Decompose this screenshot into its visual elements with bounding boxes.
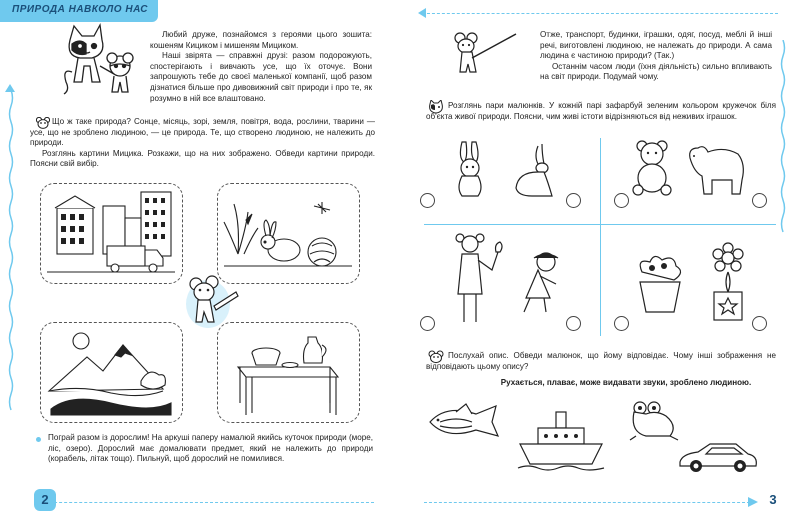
answer-circle[interactable] [420, 316, 435, 331]
hare-icon [508, 142, 564, 198]
wavy-border-decoration [8, 90, 14, 420]
right-intro-paragraph: Отже, транспорт, будинки, іграшки, одяг, посуд, меблі й інші речі, виготовлені людиною, не належать до природи. А сама людина є частиною природи? (Так.) [540, 30, 772, 61]
answer-circle[interactable] [614, 316, 629, 331]
arrow-up-icon [5, 84, 15, 92]
answer-circle[interactable] [566, 193, 581, 208]
toy-flower-in-box-icon [704, 242, 750, 322]
arrow-left-icon [418, 8, 426, 18]
picture-card-mountains-lake[interactable] [40, 322, 183, 423]
intro-paragraph: Любий друже, познайомся з героями цього зошита: кошеням Кициком і мишеням Мициком. [150, 30, 372, 50]
answer-circle[interactable] [752, 193, 767, 208]
bullet-icon [36, 437, 41, 442]
listen-task-paragraph: Послухай опис. Обведи малюнок, що йому відповідає. Чому інші зображення не відповідають цьому опису? [426, 351, 776, 371]
section-header: ПРИРОДА НАВКОЛО НАС [0, 0, 158, 22]
task-paragraph: Розглянь картини Мицика. Розкажи, що на них зображено. Обведи картини природи. Поясни свій вибір. [30, 148, 375, 169]
description-text: Рухається, плаває, може видавати звуки, зроблено людиною. [500, 378, 752, 387]
answer-circle[interactable] [752, 316, 767, 331]
answer-circle[interactable] [614, 193, 629, 208]
fish-icon [426, 402, 502, 442]
rag-doll-icon [516, 250, 566, 316]
arrow-right-icon [748, 497, 758, 507]
question-text [30, 117, 375, 170]
rabbit-and-cabbage-icon [218, 184, 358, 282]
intro-paragraph: Наші звірята — справжні друзі: разом подорожують, спостерігають і вивчають усе, що їх оточує. Вони запрошують тебе до своєї маленької компанії, щоб разом дізнатися більше про дивовижний світ природи і про те, як розумно в ній все влаштовано. [150, 51, 372, 103]
game-paragraph: Пограй разом із дорослим! На аркуші паперу намалюй якийсь куточок природи (море, ліс, озеро). Дорослий має домалювати предмет, який не належить до природи (корабель, літак тощо). Пильнуй, щоб дорослий не помилився. [48, 433, 373, 464]
pairs-task-text [426, 101, 776, 122]
mountains-and-lake-icon [41, 323, 181, 421]
right-intro-text [540, 30, 772, 83]
picture-card-table-dishes[interactable] [217, 322, 360, 423]
game-text [48, 433, 373, 465]
picture-card-city[interactable] [40, 183, 183, 284]
page-number-right: 3 [769, 492, 777, 507]
ship-icon [516, 408, 606, 474]
page-number-left: 2 [34, 489, 56, 511]
table-with-dishes-icon [218, 323, 358, 421]
brown-bear-icon [684, 140, 748, 196]
answer-circle[interactable] [566, 316, 581, 331]
potted-plant-icon [632, 252, 688, 316]
top-dashed-line [422, 13, 778, 14]
toy-bunny-icon [448, 138, 494, 200]
pairs-grid-divider [600, 138, 601, 336]
cat-and-mouse-characters-icon [60, 22, 140, 98]
mouse-with-pointer-icon [452, 30, 524, 78]
city-buildings-icon [41, 184, 181, 282]
car-icon [676, 440, 760, 476]
right-page [400, 0, 800, 519]
bottom-dashed-line [44, 502, 374, 503]
girl-with-flower-icon [450, 230, 510, 326]
listen-task-text [426, 351, 776, 372]
pairs-task-paragraph: Розглянь пари малюнків. У кожній парі зафарбуй зеленим кольором кружечок біля об'єкта живої природи. Поясни, чим живі істоти відрізняються від неживих іграшок. [426, 101, 776, 121]
frog-icon [626, 398, 680, 442]
teddy-bear-icon [628, 138, 678, 196]
bottom-dashed-line [424, 502, 750, 503]
picture-card-rabbit-garden[interactable] [217, 183, 360, 284]
question-paragraph: Що ж таке природа? Сонце, місяць, зорі, земля, повітря, вода, рослини, тварини — усе, що не зроблено людиною, — це природа. Те, що створено людиною, не належить до природи. [30, 117, 375, 148]
right-intro-paragraph: Останнім часом люди (їхня діяльність) сильно впливають на світ природи. Подумай чому. [540, 61, 772, 82]
answer-circle[interactable] [420, 193, 435, 208]
wavy-border-decoration [780, 40, 786, 240]
intro-text [150, 30, 372, 104]
